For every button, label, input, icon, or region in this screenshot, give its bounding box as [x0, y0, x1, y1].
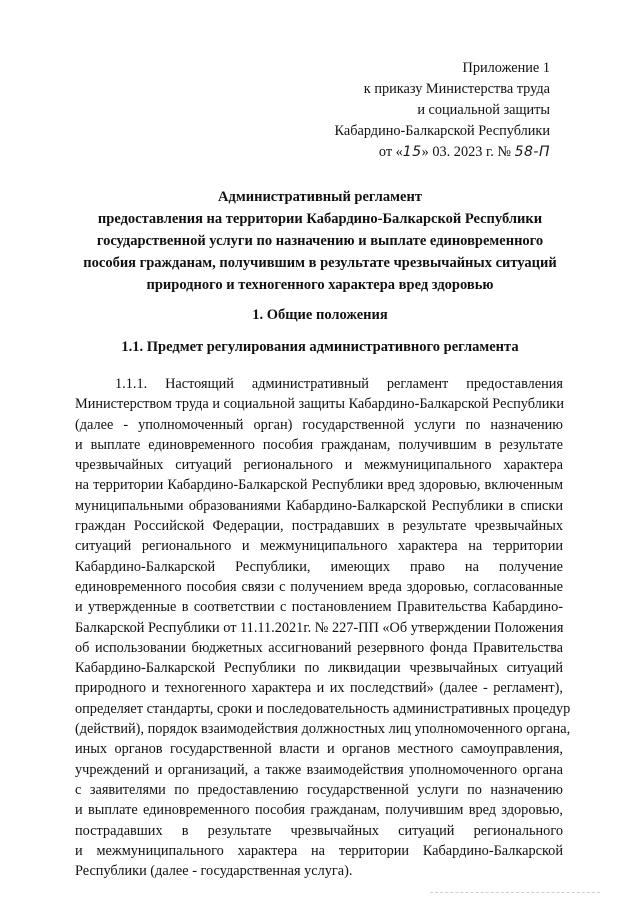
body-line: природного и техногенного характера и их последствий» (далее - регламент),: [75, 680, 563, 697]
body-line: и выплате единовременного пособия гражданам, получившим в результате: [75, 436, 563, 453]
body-line: Кабардино-Балкарской Республики, имеющих право на получение: [75, 558, 563, 575]
body-line: определяет стандарты, сроки и последовательность административных процедур: [75, 700, 571, 717]
regulation-title: [70, 186, 570, 296]
body-line: с заявителями по предоставлению государственной услуги по назначению: [75, 781, 563, 798]
body-line: пострадавших в результате чрезвычайных ситуаций регионального: [75, 822, 563, 839]
body-line: (действий), порядок взаимодействия должностных лиц уполномоченного органа,: [75, 721, 571, 738]
title-line: предоставления на территории Кабардино-Балкарской Республики: [97, 211, 543, 227]
title-line: государственной услуги по назначению и выплате единовременного: [96, 233, 544, 249]
title-line: пособия гражданам, получившим в результате чрезвычайных ситуаций: [83, 255, 557, 271]
subsection-heading: 1.1. Предмет регулирования административного регламента: [121, 339, 519, 355]
appendix-date-line: [290, 142, 550, 163]
body-line: ситуаций регионального и межмуниципального характера на территории: [75, 538, 563, 555]
scan-artifact-line: [430, 892, 600, 896]
handwritten-order-number: 58-П: [514, 144, 550, 160]
handwritten-day: 15: [402, 144, 422, 160]
body-line: Балкарской Республики от 11.11.2021г. № 227-ПП «Об утверждении Положения: [75, 619, 564, 636]
appendix-ministry: и социальной защиты: [417, 102, 550, 118]
body-line: и выплате единовременного пособия гражданам, получившим вред здоровью,: [75, 802, 563, 819]
section-heading: 1. Общие положения: [252, 307, 388, 323]
body-line: и утвержденные в соответствии с постановлением Правительства Кабардино-: [75, 599, 563, 616]
body-line: (далее - уполномоченный орган) государственной услуги по назначению: [75, 416, 563, 433]
body-line: иных органов государственной власти и органов местного самоуправления,: [75, 741, 563, 758]
body-paragraph: [75, 374, 571, 881]
body-line: учреждений и организаций, а также взаимодействия уполномоченного органа: [75, 761, 563, 778]
appendix-block: [290, 58, 550, 163]
body-line: Министерством труда и социальной защиты Кабардино-Балкарской Республики: [75, 396, 565, 413]
date-prefix: от «: [378, 144, 403, 160]
body-line: об использовании бюджетных ассигнований резервного фонда Правительства: [75, 639, 563, 656]
body-line: Республики (далее - государственная услуга).: [75, 863, 353, 880]
date-mid: » 03. 2023 г. №: [421, 144, 512, 160]
appendix-title: Приложение 1: [462, 60, 550, 76]
title-line: природного и техногенного характера вред здоровью: [146, 277, 494, 293]
body-line: чрезвычайных ситуаций регионального и межмуниципального характера: [75, 457, 563, 474]
appendix-order-ref: к приказу Министерства труда: [363, 81, 550, 97]
body-line: и межмуниципального характера на территории Кабардино-Балкарской: [75, 842, 563, 859]
body-line: граждан Российской Федерации, пострадавших в результате чрезвычайных: [75, 518, 563, 535]
body-line: единовременного пособия связи с получением вреда здоровью, согласованные: [75, 578, 563, 595]
title-line: Административный регламент: [218, 189, 422, 205]
body-line: муниципальными образованиями Кабардино-Балкарской Республики в списки: [75, 497, 563, 514]
body-line: 1.1.1. Настоящий административный регламент предоставления: [115, 376, 563, 392]
body-line: на территории Кабардино-Балкарской Республики вред здоровью, включенным: [75, 477, 563, 494]
body-line: Кабардино-Балкарской Республики по ликвидации чрезвычайных ситуаций: [75, 660, 563, 677]
appendix-republic: Кабардино-Балкарской Республики: [334, 123, 550, 139]
